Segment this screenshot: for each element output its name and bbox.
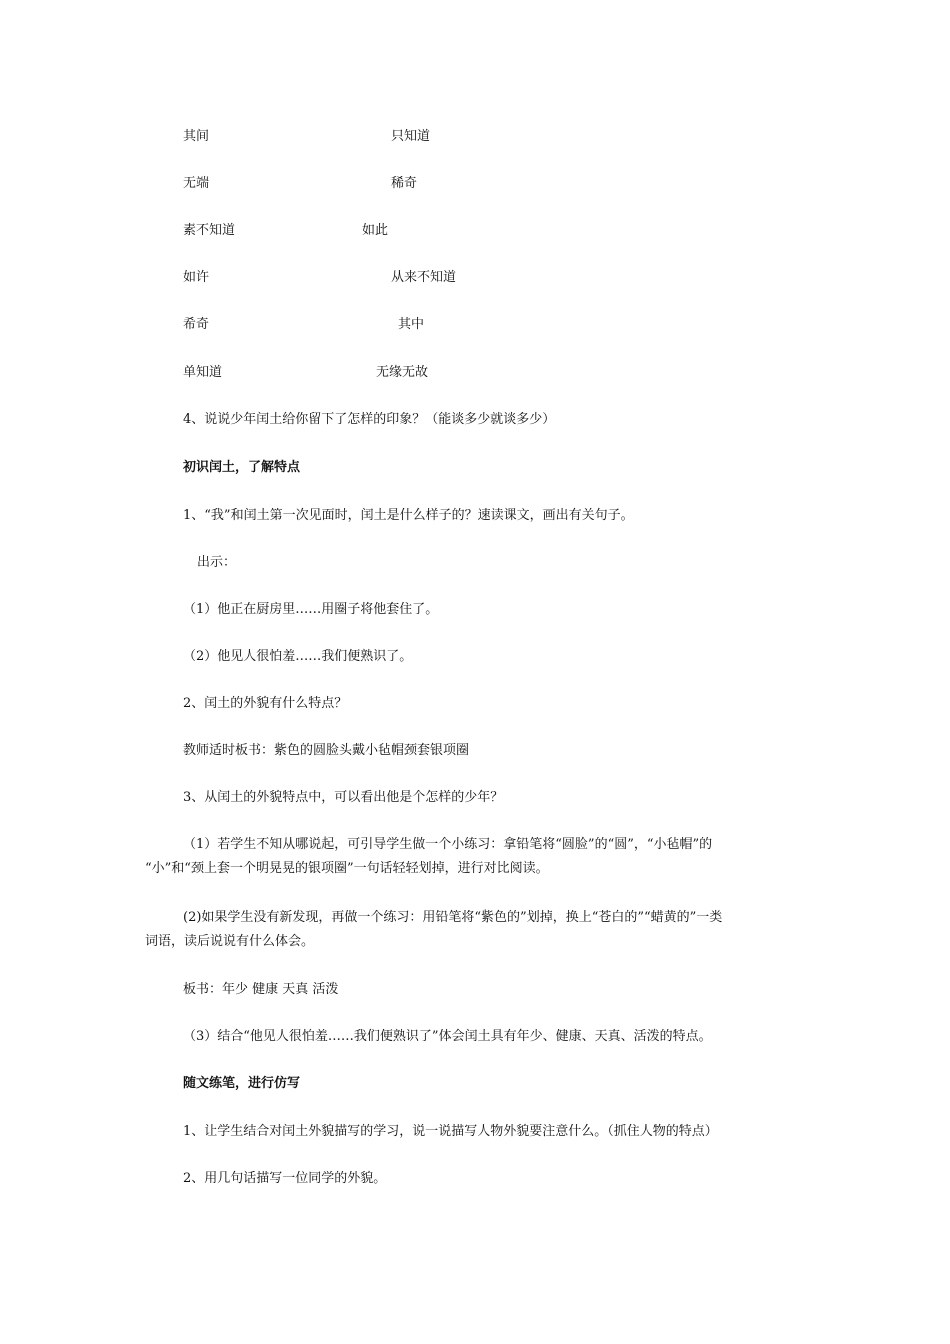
board-note: 教师适时板书：紫色的圆脸头戴小毡帽颈套银项圈 bbox=[183, 743, 470, 758]
word-left: 如许 bbox=[183, 270, 210, 285]
question-2: 2、闰土的外貌有什么特点？ bbox=[183, 696, 348, 711]
word-right: 只知道 bbox=[391, 129, 431, 144]
paragraph-1-line-2: “小”和“颈上套一个明晃晃的银项圈”一句话轻轻划掉，进行对比阅读。 bbox=[145, 861, 549, 876]
word-right: 从来不知道 bbox=[391, 270, 457, 285]
word-left: 希奇 bbox=[183, 317, 210, 332]
paragraph-3: （3）结合“他见人很怕羞……我们便熟识了”体会闰土具有年少、健康、天真、活泼的特点。 bbox=[183, 1029, 712, 1044]
question-1: 1、让学生结合对闰土外貌描写的学习，说一说描写人物外貌要注意什么。（抓住人物的特点） bbox=[183, 1124, 718, 1139]
paragraph-1-line-1: （1）若学生不知从哪说起，可引导学生做一个小练习：拿铅笔将“圆脸”的“圆”，“小毡帽”的 bbox=[183, 837, 713, 852]
word-left: 无端 bbox=[183, 176, 210, 191]
paragraph-2-line-1: (2)如果学生没有新发现，再做一个练习：用铅笔将“紫色的”划掉，换上“苍白的”“蜡黄的”一类 bbox=[183, 910, 723, 925]
word-right: 其中 bbox=[398, 317, 425, 332]
quote-item-1: （1）他正在厨房里……用圈子将他套住了。 bbox=[183, 602, 439, 617]
paragraph-2-line-2: 词语，读后说说有什么体会。 bbox=[145, 934, 315, 949]
question-4: 4、说说少年闰土给你留下了怎样的印象？（能谈多少就谈多少） bbox=[183, 412, 556, 427]
section-heading: 初识闰土，了解特点 bbox=[183, 460, 301, 475]
show-label: 出示： bbox=[197, 555, 237, 570]
question-3: 3、从闰土的外貌特点中，可以看出他是个怎样的少年？ bbox=[183, 790, 504, 805]
question-2: 2、用几句话描写一位同学的外貌。 bbox=[183, 1171, 387, 1186]
question-1: 1、“我”和闰土第一次见面时，闰土是什么样子的？速读课文，画出有关句子。 bbox=[183, 508, 634, 523]
section-heading: 随文练笔，进行仿写 bbox=[183, 1076, 301, 1091]
board-note: 板书：年少 健康 天真 活泼 bbox=[183, 982, 339, 997]
word-right: 稀奇 bbox=[391, 176, 418, 191]
word-right: 无缘无故 bbox=[376, 365, 429, 380]
quote-item-2: （2）他见人很怕羞……我们便熟识了。 bbox=[183, 649, 413, 664]
word-right: 如此 bbox=[362, 223, 389, 238]
word-left: 素不知道 bbox=[183, 223, 236, 238]
word-left: 其间 bbox=[183, 129, 210, 144]
word-left: 单知道 bbox=[183, 365, 223, 380]
